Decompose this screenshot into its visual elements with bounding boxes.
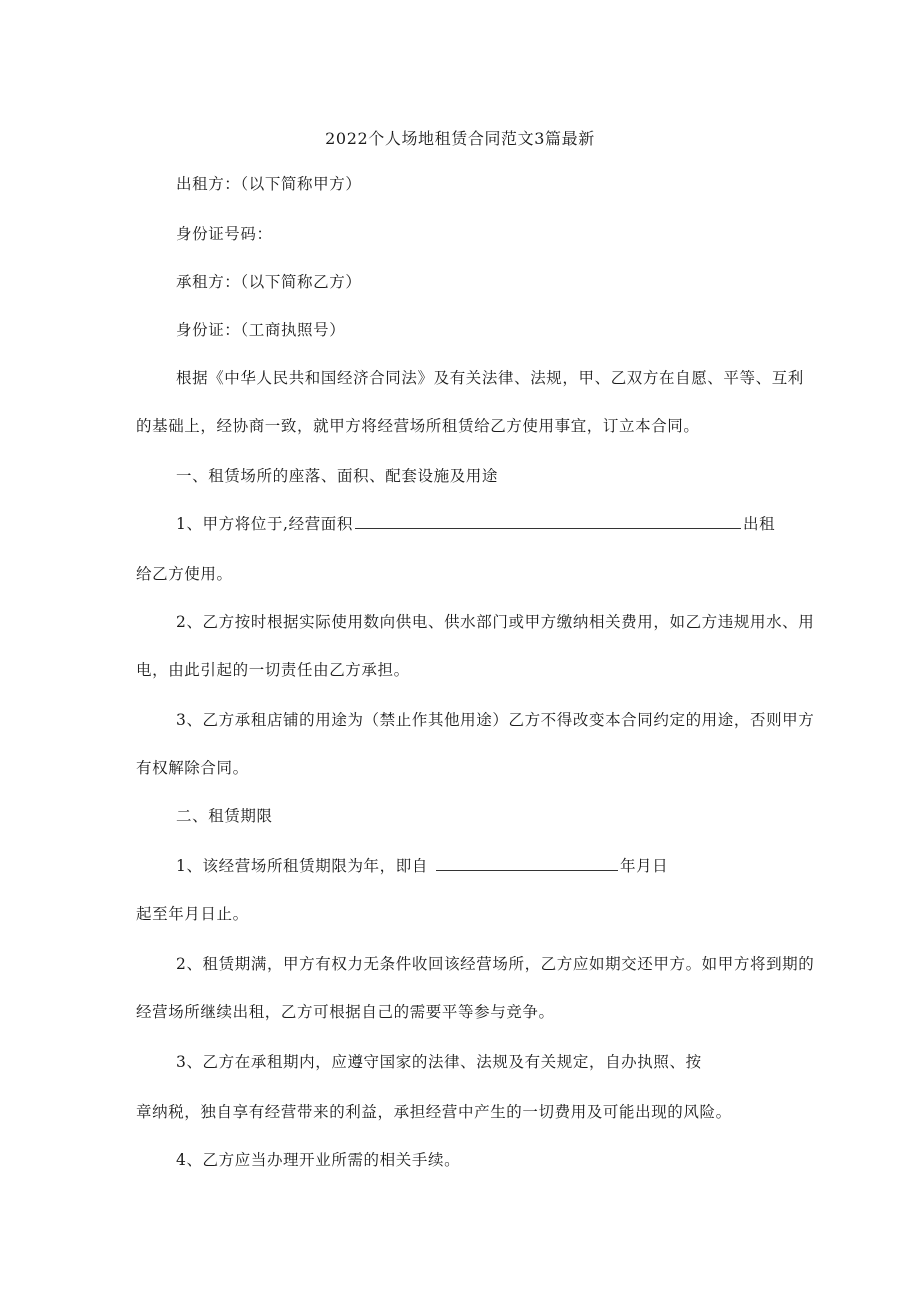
s2-item2-line-1: 2、租赁期满，甲方有权力无条件收回该经营场所，乙方应如期交还甲方。如甲方将到期的 xyxy=(176,955,815,973)
s1-item1-line xyxy=(176,514,775,534)
s1-item2-line-1: 2、乙方按时根据实际使用数向供电、供水部门或甲方缴纳相关费用，如乙方违规用水、用 xyxy=(176,613,815,631)
s2-item1-suffix: 年月日 xyxy=(619,857,669,875)
s2-item1-text: 1、该经营场所租赁期限为年，即自 xyxy=(176,857,428,875)
document-title: 2022个人场地租赁合同范文3篇最新 xyxy=(325,129,595,148)
s1-item3-line-2: 有权解除合同。 xyxy=(136,759,249,777)
s2-item3-line-1: 3、乙方在承租期内，应遵守国家的法律、法规及有关规定，自办执照、按 xyxy=(176,1053,702,1071)
s2-item1-line xyxy=(176,856,668,876)
lessee-line: 承租方：（以下简称乙方） xyxy=(176,273,362,291)
preamble-line-1: 根据《中华人民共和国经济合同法》及有关法律、法规，甲、乙双方在自愿、平等、互利 xyxy=(176,369,804,387)
s2-item3-line-2: 章纳税，独自享有经营带来的利益，承担经营中产生的一切费用及可能出现的风险。 xyxy=(136,1103,732,1121)
section-2-heading: 二、租赁期限 xyxy=(176,807,273,825)
s1-item2-line-2: 电，由此引起的一切责任由乙方承担。 xyxy=(136,661,410,679)
s1-item1-continuation: 给乙方使用。 xyxy=(136,565,233,583)
preamble-line-2: 的基础上，经协商一致，就甲方将经营场所租赁给乙方使用事宜，订立本合同。 xyxy=(136,417,700,435)
section-1-heading: 一、租赁场所的座落、面积、配套设施及用途 xyxy=(176,467,499,485)
lessor-line: 出租方：（以下简称甲方） xyxy=(176,175,362,193)
s1-item1-suffix: 出租 xyxy=(743,515,776,533)
date-blank-line xyxy=(436,856,618,871)
s2-item4-line: 4、乙方应当办理开业所需的相关手续。 xyxy=(176,1151,461,1169)
lessor-id-line: 身份证号码： xyxy=(176,225,273,243)
s1-item3-line-1: 3、乙方承租店铺的用途为（禁止作其他用途）乙方不得改变本合同约定的用途，否则甲方 xyxy=(176,711,815,729)
s1-item1-text: 1、甲方将位于,经营面积 xyxy=(176,515,353,533)
lessee-id-line: 身份证：（工商执照号） xyxy=(176,321,346,339)
area-blank-line xyxy=(355,514,741,529)
s2-item1-continuation: 起至年月日止。 xyxy=(136,905,249,923)
s2-item2-line-2: 经营场所继续出租，乙方可根据自己的需要平等参与竞争。 xyxy=(136,1003,555,1021)
